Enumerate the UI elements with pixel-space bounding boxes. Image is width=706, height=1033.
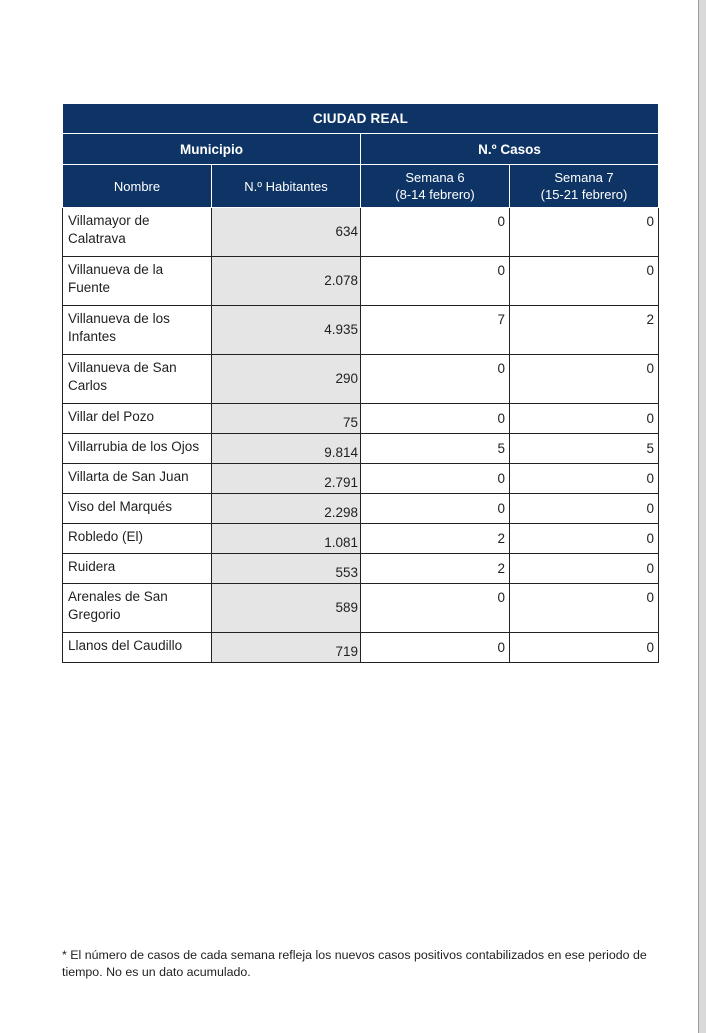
cell-semana7: 0 [510,404,659,434]
cell-habitantes: 290 [212,355,361,404]
cell-semana6: 0 [361,584,510,633]
cell-semana7: 0 [510,633,659,663]
table-row [63,257,659,306]
table-row [63,524,659,554]
table-row [63,355,659,404]
page-edge [698,0,706,1033]
column-header-nombre: Nombre [63,165,212,208]
cell-nombre: Ruidera [63,554,212,584]
cell-semana7: 0 [510,355,659,404]
column-header-semana6 [361,165,510,208]
column-header-semana7 [510,165,659,208]
cell-nombre: Robledo (El) [63,524,212,554]
cases-table [62,104,659,663]
cell-semana6: 0 [361,404,510,434]
cell-nombre: Arenales de San Gregorio [63,584,212,633]
cell-habitantes: 1.081 [212,524,361,554]
cell-semana7: 0 [510,524,659,554]
cell-nombre: Villanueva de los Infantes [63,306,212,355]
cell-semana6: 5 [361,434,510,464]
cell-semana7: 5 [510,434,659,464]
cell-semana6: 0 [361,494,510,524]
cell-semana7: 0 [510,208,659,257]
cell-habitantes: 75 [212,404,361,434]
cell-habitantes: 2.078 [212,257,361,306]
table-row [63,633,659,663]
column-header-habitantes: N.º Habitantes [212,165,361,208]
cell-semana6: 2 [361,524,510,554]
cell-semana7: 0 [510,464,659,494]
table-row [63,434,659,464]
table-row [63,404,659,434]
group-header-casos: N.º Casos [361,134,659,165]
cell-semana6: 2 [361,554,510,584]
cell-habitantes: 553 [212,554,361,584]
cell-semana6: 0 [361,208,510,257]
cell-semana6: 0 [361,633,510,663]
semana6-dates: (8-14 febrero) [395,187,475,202]
cell-habitantes: 589 [212,584,361,633]
cell-nombre: Villanueva de San Carlos [63,355,212,404]
semana7-label: Semana 7 [554,170,614,185]
footnote: * El número de casos de cada semana refleja los nuevos casos positivos contabilizados en ese periodo de tiempo. No es un dato acumulado. [62,948,647,979]
semana7-dates: (15-21 febrero) [540,187,628,202]
cell-semana7: 2 [510,306,659,355]
table-row [63,208,659,257]
group-header-municipio: Municipio [63,134,361,165]
cell-semana7: 0 [510,554,659,584]
table-row [63,464,659,494]
cell-semana7: 0 [510,257,659,306]
cell-habitantes: 2.791 [212,464,361,494]
cell-nombre: Villarta de San Juan [63,464,212,494]
cell-semana6: 0 [361,355,510,404]
cell-semana6: 0 [361,464,510,494]
cell-semana6: 7 [361,306,510,355]
table-row [63,494,659,524]
cell-nombre: Villar del Pozo [63,404,212,434]
cell-nombre: Villanueva de la Fuente [63,257,212,306]
table-title: CIUDAD REAL [63,104,659,134]
cell-nombre: Villamayor de Calatrava [63,208,212,257]
cell-semana6: 0 [361,257,510,306]
semana6-label: Semana 6 [405,170,465,185]
cell-nombre: Llanos del Caudillo [63,633,212,663]
cell-habitantes: 634 [212,208,361,257]
table-row [63,584,659,633]
table-row [63,306,659,355]
table-row [63,554,659,584]
cell-habitantes: 719 [212,633,361,663]
cell-semana7: 0 [510,494,659,524]
cell-nombre: Viso del Marqués [63,494,212,524]
cell-habitantes: 9.814 [212,434,361,464]
cell-nombre: Villarrubia de los Ojos [63,434,212,464]
cell-habitantes: 4.935 [212,306,361,355]
cell-semana7: 0 [510,584,659,633]
cell-habitantes: 2.298 [212,494,361,524]
